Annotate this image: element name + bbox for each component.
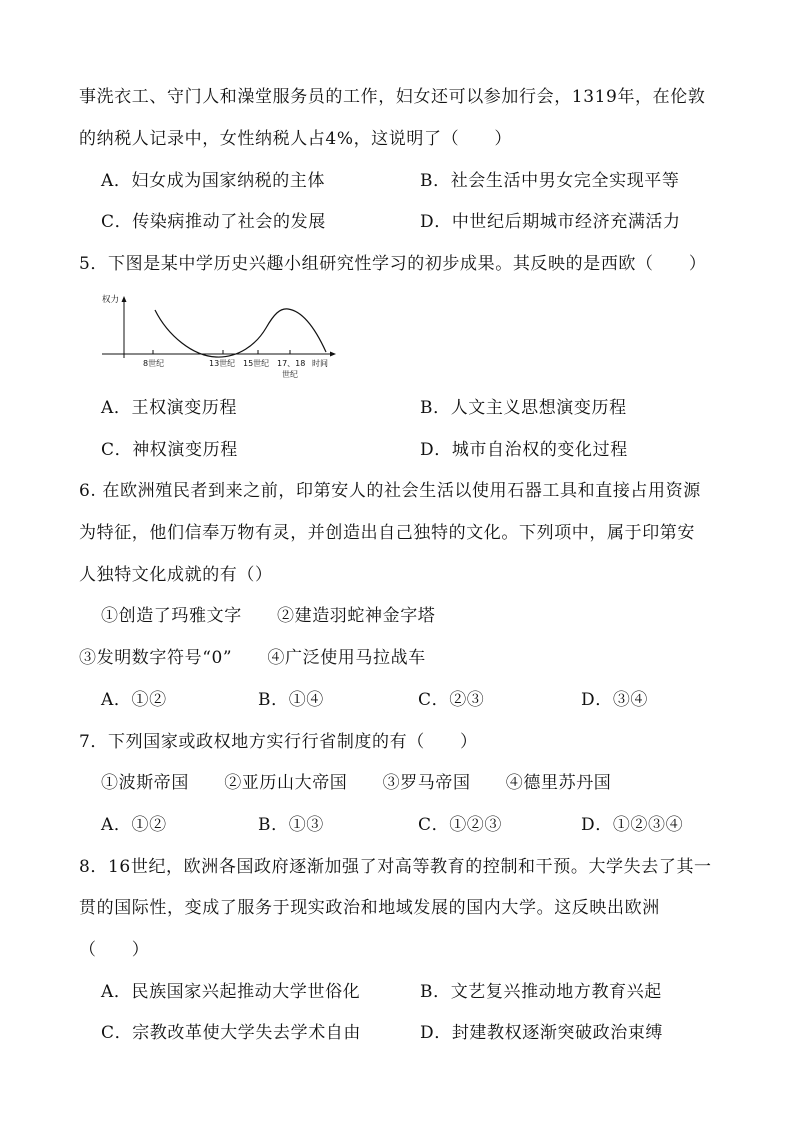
q7-option-a: A．①②: [101, 815, 167, 835]
y-axis-arrow: [122, 296, 127, 302]
tick-label-8th: 8世纪: [143, 359, 165, 368]
q5-option-d: D．城市自治权的变化过程: [420, 440, 628, 460]
q6-stem-line-3: 人独特文化成就的有（）: [79, 565, 273, 585]
power-curve: [155, 309, 326, 357]
tick-label-13th: 13世纪: [209, 359, 236, 368]
q5-stem: 5．下图是某中学历史兴趣小组研究性学习的初步成果。其反映的是西欧（ ）: [79, 254, 707, 274]
q4-stem-line-1: 事洗衣工、守门人和澡堂服务员的工作，妇女还可以参加行会，1319年，在伦敦: [79, 87, 706, 107]
q7-stem: 7．下列国家或政权地方实行行省制度的有（ ）: [79, 732, 478, 752]
q7-option-d: D．①②③④: [581, 815, 684, 835]
q6-items-line-1: ①创造了玛雅文字 ②建造羽蛇神金字塔: [101, 606, 436, 626]
q6-items-line-2: ③发明数字符号“0” ④广泛使用马拉战车: [79, 648, 426, 668]
q8-option-a: A．民族国家兴起推动大学世俗化: [101, 982, 361, 1002]
q5-option-c: C．神权演变历程: [101, 440, 238, 460]
q5-option-b: B．人文主义思想演变历程: [420, 398, 627, 418]
q8-option-d: D．封建教权逐渐突破政治束缚: [420, 1023, 664, 1043]
q6-option-d: D．③④: [581, 690, 649, 710]
q4-option-d: D．中世纪后期城市经济充满活力: [420, 212, 681, 232]
q7-option-b: B．①③: [258, 815, 324, 835]
q6-option-b: B．①④: [258, 690, 324, 710]
q5-power-curve-figure: [98, 290, 338, 382]
q4-option-c: C．传染病推动了社会的发展: [101, 212, 326, 232]
q4-stem-line-2: 的纳税人记录中，女性纳税人占4%，这说明了（ ）: [79, 129, 512, 149]
q7-items: ①波斯帝国 ②亚历山大帝国 ③罗马帝国 ④德里苏丹国: [101, 773, 612, 793]
q6-option-c: C．②③: [418, 690, 485, 710]
q8-option-b: B．文艺复兴推动地方教育兴起: [420, 982, 662, 1002]
q8-stem-line-2: 贯的国际性，变成了服务于现实政治和地域发展的国内大学。这反映出欧洲: [79, 898, 660, 918]
tick-label-15th: 15世纪: [243, 359, 270, 368]
q6-option-a: A．①②: [101, 690, 167, 710]
tick-label-century: 世纪: [282, 370, 298, 379]
q6-stem-line-2: 为特征，他们信奉万物有灵，并创造出自己独特的文化。下列项中，属于印第安: [79, 523, 695, 543]
tick-label-17-18: 17、18: [277, 359, 306, 368]
q4-option-a: A．妇女成为国家纳税的主体: [101, 171, 326, 191]
q5-option-a: A．王权演变历程: [101, 398, 238, 418]
q7-option-c: C．①②③: [418, 815, 503, 835]
q8-stem-line-1: 8．16世纪，欧洲各国政府逐渐加强了对高等教育的控制和干预。大学失去了其一: [79, 857, 712, 877]
q6-stem-line-1: 6. 在欧洲殖民者到来之前，印第安人的社会生活以使用石器工具和直接占用资源: [79, 481, 701, 501]
q8-option-c: C．宗教改革使大学失去学术自由: [101, 1023, 362, 1043]
q8-stem-line-3: （ ）: [79, 940, 150, 960]
x-axis-arrow: [330, 352, 336, 357]
x-axis-label: 时间: [312, 359, 328, 368]
q4-option-b: B．社会生活中男女完全实现平等: [420, 171, 680, 191]
y-axis-label: 权力: [102, 295, 120, 305]
